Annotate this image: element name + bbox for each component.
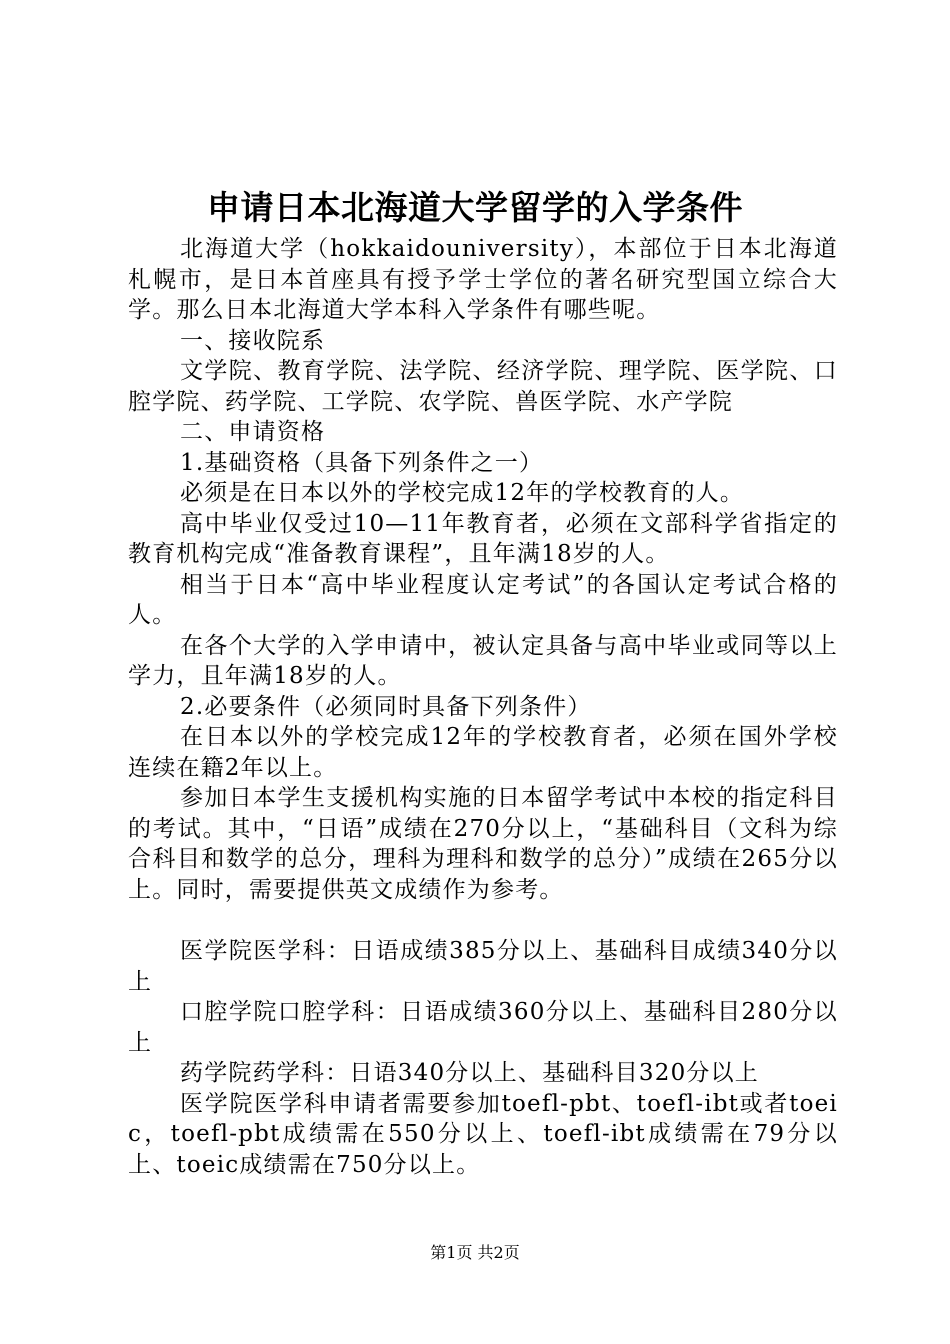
paragraph-required-condition-1: 在日本以外的学校完成12年的学校教育者，必须在国外学校连续在籍2年以上。 xyxy=(128,724,838,781)
document-title: 申请日本北海道大学留学的入学条件 xyxy=(207,188,743,227)
paragraph-pharmacy-scores: 药学院药学科：日语340分以上、基础科目320分以上 xyxy=(180,1060,759,1086)
heading-departments: 一、接收院系 xyxy=(180,327,326,354)
paragraph-dental-scores: 口腔学院口腔学科：日语成绩360分以上、基础科目280分以上 xyxy=(128,999,838,1056)
subheading-required-conditions: 2.必要条件（必须同时具备下列条件） xyxy=(180,693,592,720)
paragraph-required-condition-2: 参加日本学生支援机构实施的日本留学考试中本校的指定科目的考试。其中，“日语”成绩在270分以上，“基础科目（文科为综合科目和数学的总分，理科为理科和数学的总分）”成绩在265分以上。同时，需要提供英文成绩作为参考。 xyxy=(128,785,838,903)
paragraph-medical-scores: 医学院医学科：日语成绩385分以上、基础科目成绩340分以上 xyxy=(128,938,838,995)
page-footer: 第1页 共2页 xyxy=(430,1243,520,1262)
subheading-basic-qualifications: 1.基础资格（具备下列条件之一） xyxy=(180,449,544,476)
heading-qualifications: 二、申请资格 xyxy=(180,419,326,445)
blank-line xyxy=(128,905,838,936)
paragraph-basic-condition-1: 必须是在日本以外的学校完成12年的学校教育的人。 xyxy=(180,480,745,506)
document-body xyxy=(128,234,838,1180)
paragraph-departments-list: 文学院、教育学院、法学院、经济学院、理学院、医学院、口腔学院、药学院、工学院、农学院、兽医学院、水产学院 xyxy=(128,358,838,415)
paragraph-basic-condition-3: 相当于日本“高中毕业程度认定考试”的各国认定考试合格的人。 xyxy=(128,571,838,628)
paragraph-intro: 北海道大学（hokkaidouniversity），本部位于日本北海道札幌市，是日本首座具有授予学士学位的著名研究型国立综合大学。那么日本北海道大学本科入学条件有哪些呢。 xyxy=(128,236,838,323)
paragraph-basic-condition-2: 高中毕业仅受过10—11年教育者，必须在文部科学省指定的教育机构完成“准备教育课程”，且年满18岁的人。 xyxy=(128,510,838,567)
paragraph-english-requirements: 医学院医学科申请者需要参加toefl-pbt、toefl-ibt或者toeic，toefl-pbt成绩需在550分以上、toefl-ibt成绩需在79分以上、toeic成绩需在750分以上。 xyxy=(128,1090,838,1178)
paragraph-basic-condition-4: 在各个大学的入学申请中，被认定具备与高中毕业或同等以上学力，且年满18岁的人。 xyxy=(128,632,838,689)
